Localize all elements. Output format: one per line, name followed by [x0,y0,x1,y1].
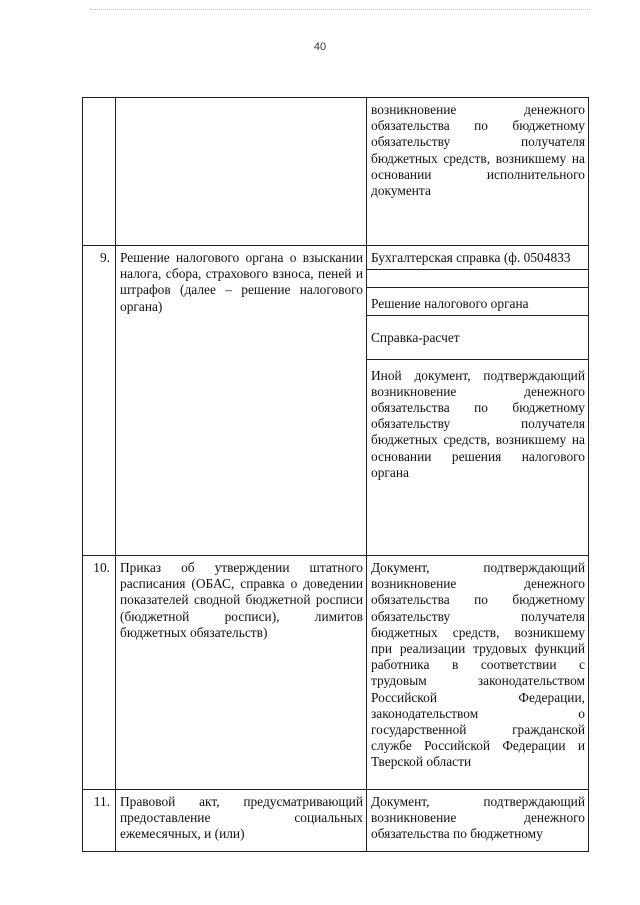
row-number [83,98,116,246]
document-item: Иной документ, подтверждающий возникновение денежного обязательства по бюджетному обязательству получателя бюджетных средств, возникшему на основании решения налогового органа [371,367,585,480]
document-cell [367,98,589,246]
document-item: Документ, подтверждающий возникновение денежного обязательства по бюджетному [371,794,585,842]
document-cell [367,556,589,790]
document-item: возникновение денежного обязательства по бюджетному обязательству получателя бюджетных средств, возникшему на основании исполнительного документа [371,102,585,199]
table-row [83,556,589,790]
document-item [367,270,588,288]
document-cell [367,790,589,852]
row-number: 11. [83,790,116,852]
table-row [83,790,589,852]
documents-table [82,97,589,852]
document-item: Решение налогового органа [367,288,588,316]
scan-edge-artifact [90,9,590,10]
row-number: 9. [83,246,116,556]
page-number: 40 [313,41,327,53]
document-item: Документ, подтверждающий возникновение денежного обязательства по бюджетному обязательству получателя бюджетных средств, возникшему при реализации трудовых функций работника в соответствии с трудовым законодательством Российской Федерации, законодательством о государственной гражданской службе Российской Федерации и Тверской области [371,560,585,770]
basis-cell: Приказ об утверждении штатного расписания (ОБАС, справка о доведении показателей сводной бюджетной росписи (бюджетной росписи), лимитов бюджетных обязательств) [116,556,367,790]
document-cell [367,246,589,556]
document-item: Бухгалтерская справка (ф. 0504833 [367,250,588,270]
table-row [83,246,589,556]
document-item: Справка-расчет [367,316,588,359]
basis-cell: Решение налогового органа о взыскании налога, сбора, страхового взноса, пеней и штрафов (далее – решение налогового органа) [116,246,367,556]
basis-cell [116,98,367,246]
row-number: 10. [83,556,116,790]
table-row [83,98,589,246]
basis-cell: Правовой акт, предусматривающий предоставление социальных ежемесячных, и (или) [116,790,367,852]
